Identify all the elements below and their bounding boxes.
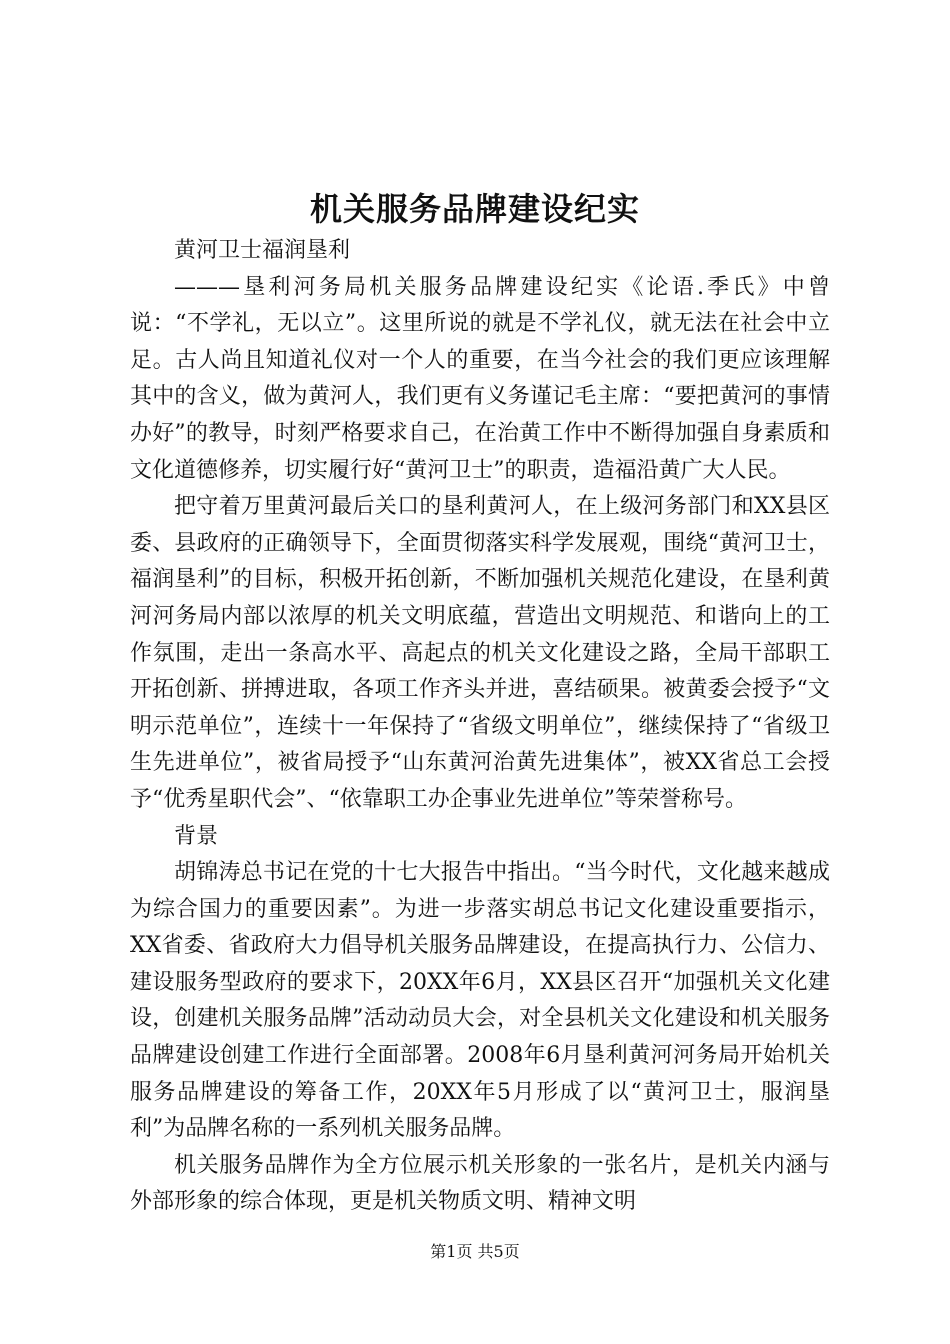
document-title: 机关服务品牌建设纪实	[309, 190, 640, 228]
paragraph-intro: ———垦利河务局机关服务品牌建设纪实《论语.季氏》中曾说：“不学礼，无以立”。这里所说的就是不学礼仪，就无法在社会中立足。古人尚且知道礼仪对一个人的重要，在当今社会的我们更应该理解其中的含义，做为黄河人，我们更有义务谨记毛主席：“要把黄河的事情办好”的教导，时刻严格要求自己，在治黄工作中不断得加强自身素质和文化道德修养，切实履行好“黄河卫士”的职责，造福沿黄广大人民。	[130, 274, 830, 483]
paragraph-achievements: 把守着万里黄河最后关口的垦利黄河人，在上级河务部门和XX县区委、县政府的正确领导下，全面贯彻落实科学发展观，围绕“黄河卫士，福润垦利”的目标，积极开拓创新，不断加强机关规范化建设，在垦利黄河河务局内部以浓厚的机关文明底蕴，营造出文明规范、和谐向上的工作氛围，走出一条高水平、高起点的机关文化建设之路，全局干部职工开拓创新、拼搏进取，各项工作齐头并进，喜结硕果。被黄委会授予“文明示范单位”，连续十一年保持了“省级文明单位”，继续保持了“省级卫生先进单位”，被省局授予“山东黄河治黄先进集体”，被XX省总工会授予“优秀星职代会”、“依靠职工办企事业先进单位”等荣誉称号。	[130, 494, 830, 812]
paragraph-subtitle: 黄河卫士福润垦利	[174, 238, 351, 263]
paragraph-brand: 机关服务品牌作为全方位展示机关形象的一张名片，是机关内涵与外部形象的综合体现，更是机关物质文明、精神文明	[130, 1152, 830, 1215]
paragraph-background: 胡锦涛总书记在党的十七大报告中指出。“当今时代，文化越来越成为综合国力的重要因素”。为进一步落实胡总书记文化建设重要指示，XX省委、省政府大力倡导机关服务品牌建设，在提高执行力、公信力、建设服务型政府的要求下，20XX年6月，XX县区召开“加强机关文化建设，创建机关服务品牌”活动动员大会，对全县机关文化建设和机关服务品牌建设创建工作进行全面部署。2008年6月垦利黄河河务局开始机关服务品牌建设的筹备工作，20XX年5月形成了以“黄河卫士，服润垦利”为品牌名称的一系列机关服务品牌。	[130, 860, 830, 1142]
document-body	[130, 233, 830, 1221]
page-number: 第1页 共5页	[430, 1242, 520, 1261]
section-heading-background: 背景	[174, 823, 219, 849]
